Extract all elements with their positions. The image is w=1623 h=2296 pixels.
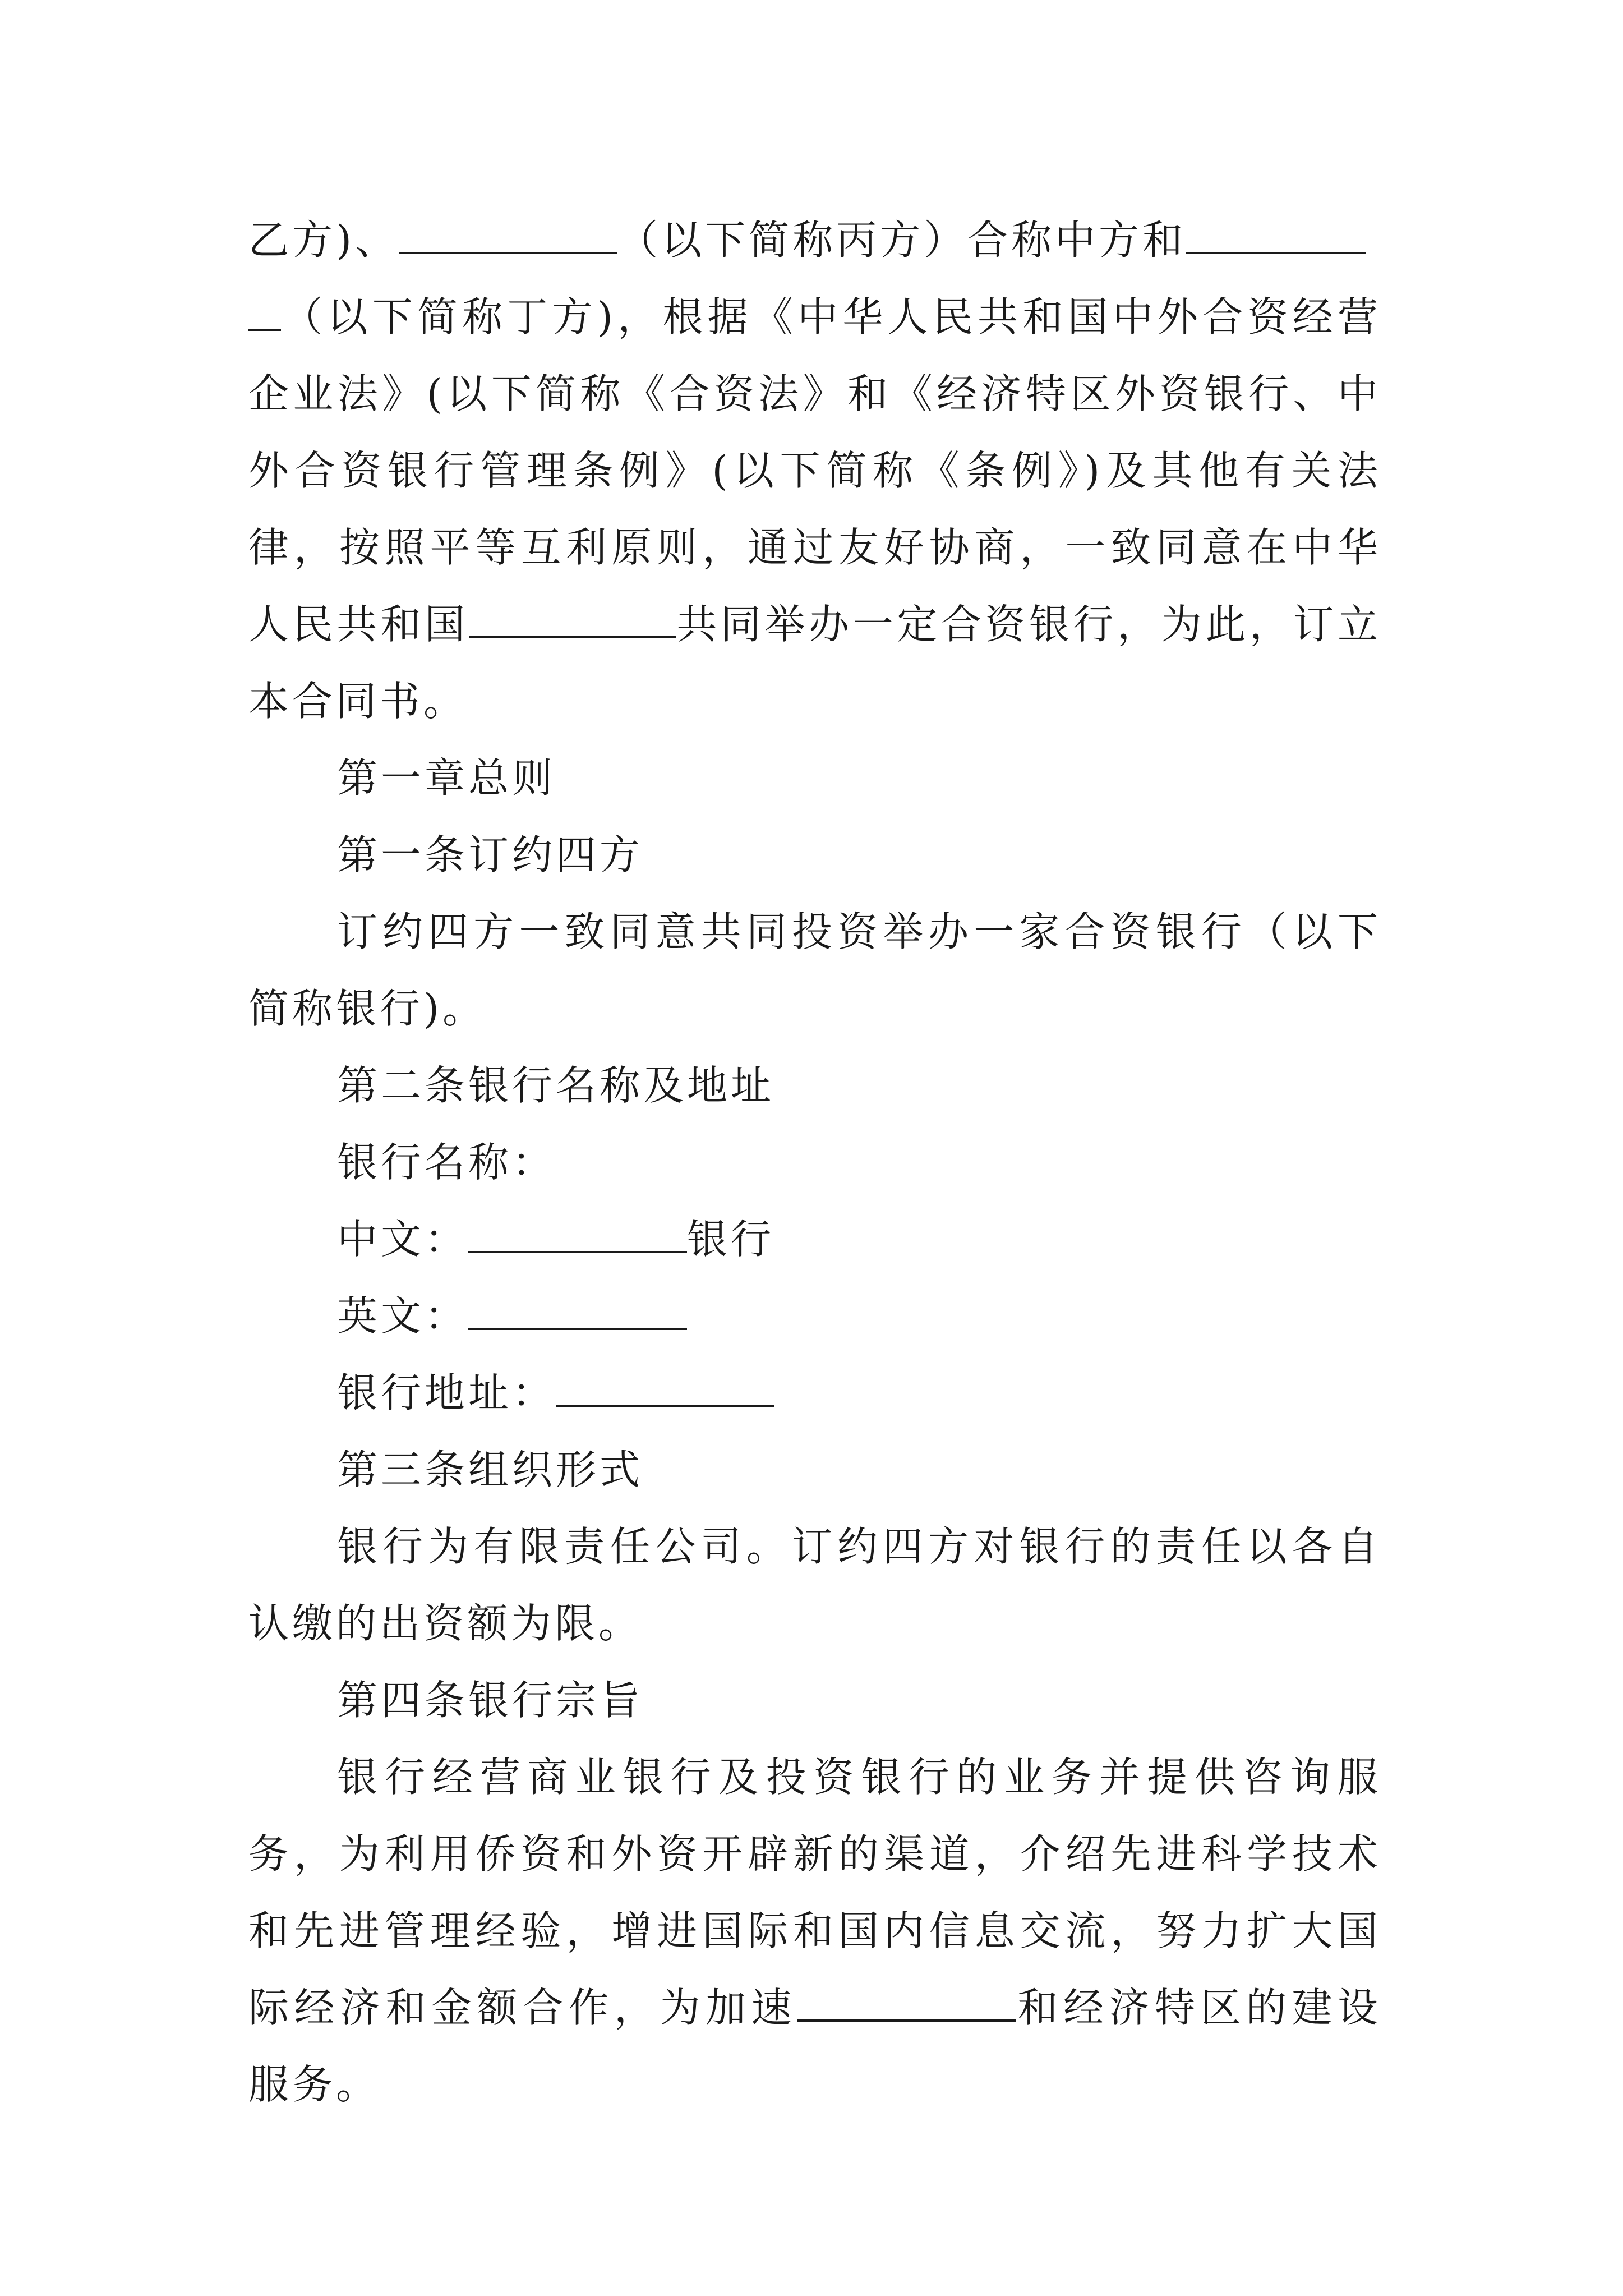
preamble-text-2: （以下简称丙方）合称中方和: [617, 217, 1187, 264]
preamble-text-3: （以下简称丁方)，根据《中华人民共和国中外合资经营企业法》(以下简称《合资法》和《经济特区外资银行、中外合资银行管理条例》(以下简称《条例》)及其他有关法律，按照平等互利原则，通过友好协商，一致同意在中华人民共和国: [248, 293, 1381, 648]
bank-address-blank: [556, 1355, 774, 1407]
article-4-body: [248, 1739, 1381, 2123]
location-blank: [469, 587, 676, 638]
bank-address-label: 银行地址：: [337, 1369, 556, 1416]
article-3-body: 银行为有限责任公司。订约四方对银行的责任以各自认缴的出资额为限。: [248, 1523, 1381, 1647]
chinese-suffix: 银行: [687, 1216, 775, 1263]
document-body: [248, 202, 1381, 2123]
english-name-blank: [468, 1278, 687, 1330]
chinese-label: 中文：: [337, 1216, 469, 1263]
preamble-text-4: 共同举办一定合资银行，为此，订立本合同书。: [248, 601, 1381, 725]
english-label: 英文：: [337, 1292, 469, 1340]
english-name-line: [248, 1278, 1381, 1355]
article-4-title: 第四条银行宗旨: [337, 1677, 644, 1724]
preamble-paragraph: [248, 202, 1381, 740]
bank-name-label: 银行名称：: [337, 1139, 556, 1186]
chinese-name-blank: [468, 1202, 687, 1253]
party-c-blank: [399, 203, 617, 254]
chapter-1-heading: 第一章总则: [337, 754, 556, 802]
bank-address-line: [248, 1355, 1381, 1432]
chinese-name-line: [248, 1201, 1381, 1278]
party-d-blank-part2: [248, 279, 281, 331]
article-1-body: 订约四方一致同意共同投资举办一家合资银行（以下简称银行)。: [248, 908, 1381, 1032]
article-4-blank: [797, 1970, 1016, 2022]
article-1-title: 第一条订约四方: [337, 831, 644, 878]
article-4-text-1: 银行经营商业银行及投资银行的业务并提供咨询服务，为利用侨资和外资开辟新的渠道，介绍先进科学技术和先进管理经验，增进国际和国内信息交流，努力扩大国际经济和金额合作，为加速: [248, 1754, 1381, 2031]
article-4-text-2: 和经济特区的建设服务。: [248, 1984, 1381, 2108]
article-2-title: 第二条银行名称及地址: [337, 1062, 775, 1109]
preamble-text-1: 乙方)、: [248, 217, 399, 264]
party-d-blank-part1: [1186, 203, 1366, 254]
article-3-title: 第三条组织形式: [337, 1446, 644, 1493]
